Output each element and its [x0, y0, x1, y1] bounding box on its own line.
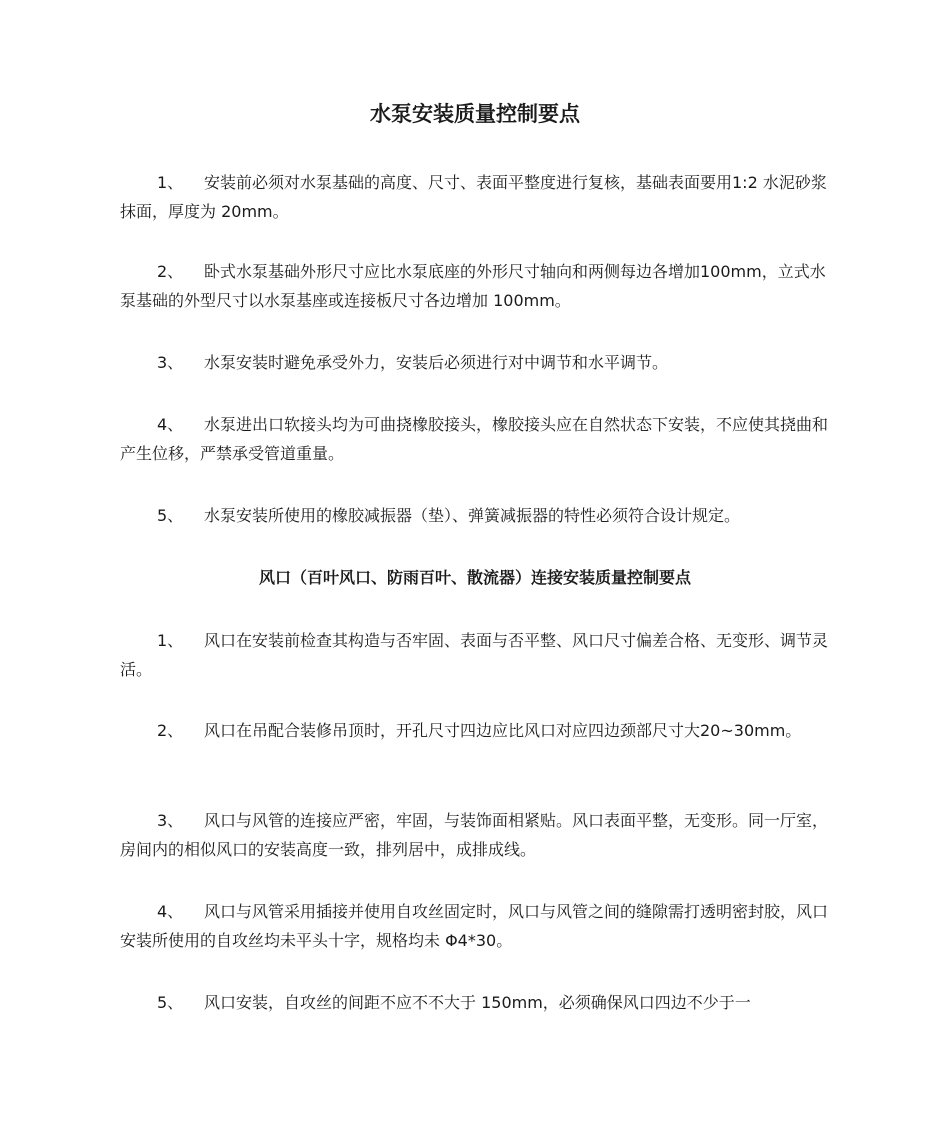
- list-item: [120, 501, 832, 530]
- list-item: [120, 806, 832, 864]
- item-text: 风口在安装前检查其构造与否牢固、表面与否平整、风口尺寸偏差合格、无变形、调节灵活。: [120, 631, 829, 679]
- item-number: 4、: [157, 415, 184, 434]
- item-number: 5、: [157, 993, 184, 1012]
- list-item: [120, 168, 832, 226]
- item-number: 1、: [157, 173, 184, 192]
- list-item: [120, 988, 832, 1017]
- section-title-air-outlet: 风口（百叶风口、防雨百叶、散流器）连接安装质量控制要点: [258, 568, 691, 587]
- list-item: [120, 626, 832, 684]
- item-text: 卧式水泵基础外形尺寸应比水泵底座的外形尺寸轴向和两侧每边各增加100mm，立式水泵基础的外型尺寸以水泵基座或连接板尺寸各边增加 100mm。: [120, 262, 826, 310]
- item-text: 风口在吊配合装修吊顶时，开孔尺寸四边应比风口对应四边颈部尺寸大20~30mm。: [204, 721, 802, 740]
- list-item: [120, 897, 832, 955]
- list-item: [120, 257, 832, 315]
- list-item: [120, 410, 832, 468]
- item-text: 水泵进出口软接头均为可曲挠橡胶接头，橡胶接头应在自然状态下安装，不应使其挠曲和产生位移，严禁承受管道重量。: [120, 415, 829, 463]
- item-number: 3、: [157, 353, 184, 372]
- item-text: 风口安装，自攻丝的间距不应不不大于 150mm，必须确保风口四边不少于一: [204, 993, 751, 1012]
- item-text: 水泵安装时避免承受外力，安装后必须进行对中调节和水平调节。: [204, 353, 669, 372]
- item-number: 1、: [157, 631, 184, 650]
- section-title-pump: 水泵安装质量控制要点: [370, 102, 580, 126]
- item-text: 风口与风管的连接应严密，牢固，与装饰面相紧贴。风口表面平整，无变形。同一厅室，房间内的相似风口的安装高度一致，排列居中，成排成线。: [120, 811, 829, 859]
- item-number: 3、: [157, 811, 184, 830]
- item-text: 安装前必须对水泵基础的高度、尺寸、表面平整度进行复核，基础表面要用1:2 水泥砂浆抹面，厚度为 20mm。: [120, 173, 827, 221]
- item-text: 水泵安装所使用的橡胶减振器（垫）、弹簧减振器的特性必须符合设计规定。: [204, 506, 741, 525]
- item-number: 4、: [157, 902, 184, 921]
- item-number: 5、: [157, 506, 184, 525]
- list-item: [120, 716, 832, 745]
- list-item: [120, 348, 832, 377]
- item-number: 2、: [157, 262, 184, 281]
- item-number: 2、: [157, 721, 184, 740]
- item-text: 风口与风管采用插接并使用自攻丝固定时，风口与风管之间的缝隙需打透明密封胶，风口安装所使用的自攻丝均未平头十字，规格均未 Φ4*30。: [120, 902, 829, 950]
